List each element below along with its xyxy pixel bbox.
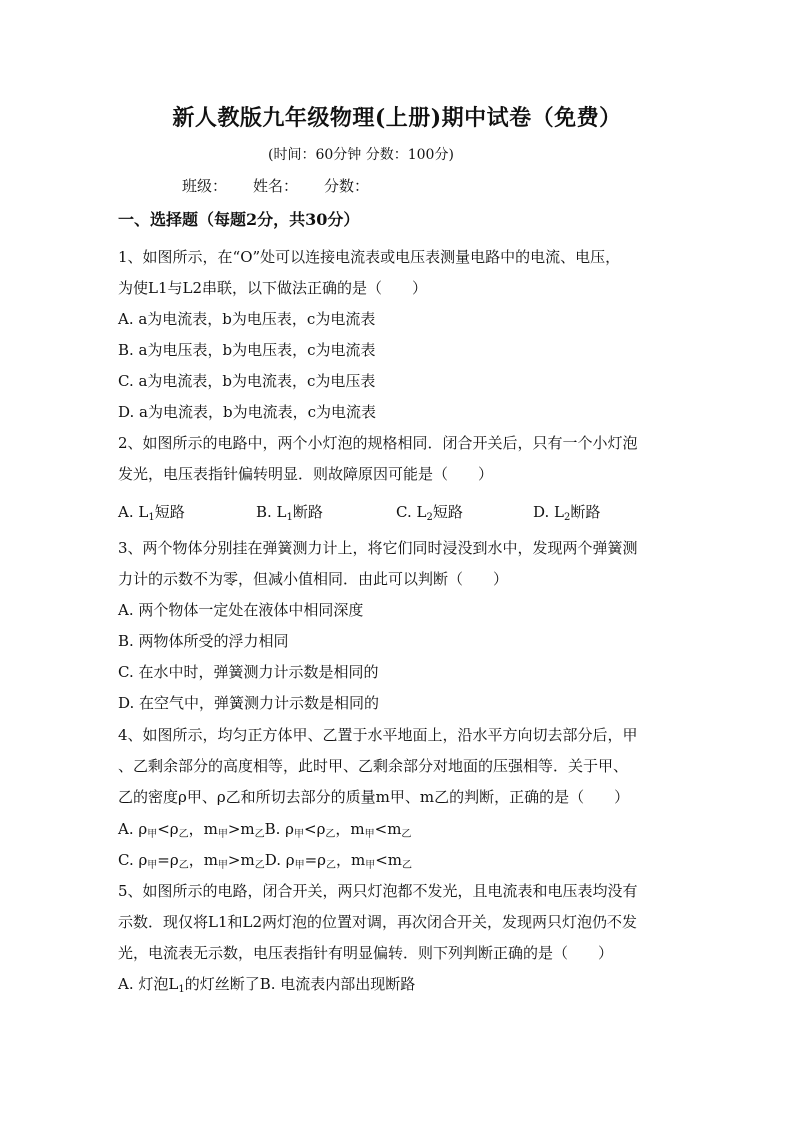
question-4-stem-line1: 4、如图所示，均匀正方体甲、乙置于水平地面上，沿水平方向切去部分后，甲 bbox=[118, 726, 638, 744]
question-4-option-b: B. $\rho_甲<\rho_乙$，$m_甲<m_乙$ bbox=[264, 820, 412, 840]
question-4-stem-line3: 乙的密度ρ甲、ρ乙和所切去部分的质量m甲、m乙的判断，正确的是（ ） bbox=[118, 788, 630, 806]
question-1-option-c: C. a为电流表，b为电流表，c为电压表 bbox=[118, 372, 376, 390]
question-2-options bbox=[118, 502, 600, 522]
question-4-options-ab bbox=[118, 819, 411, 839]
question-4-options-cd bbox=[118, 850, 412, 870]
question-5-option-a: A. 灯泡$L_1$的灯丝断了 bbox=[118, 975, 260, 995]
question-1-stem-line2: 为使L1与L2串联，以下做法正确的是（ ） bbox=[118, 279, 428, 297]
question-3-option-a: A. 两个物体一定处在液体中相同深度 bbox=[118, 601, 364, 619]
question-4-option-d: D. $\rho_甲=\rho_乙$，$m_甲<m_乙$ bbox=[264, 851, 412, 871]
question-5-option-b: B. 电流表内部出现断路 bbox=[259, 975, 416, 993]
question-3-option-d: D. 在空气中，弹簧测力计示数是相同的 bbox=[118, 694, 380, 712]
page-title: 新人教版九年级物理(上册)期中试卷（免费） bbox=[172, 105, 622, 131]
section-heading: 一、选择题（每题2分，共30分） bbox=[118, 210, 360, 229]
question-3-option-b: B. 两物体所受的浮力相同 bbox=[118, 632, 289, 650]
question-1-stem-line1: 1、如图所示，在“O”处可以连接电流表或电压表测量电路中的电流、电压， bbox=[118, 248, 621, 266]
question-4-option-a: A. $\rho_甲<\rho_乙$，$m_甲>m_乙$ bbox=[118, 820, 265, 840]
question-5-stem-line2: 示数．现仅将L1和L2两灯泡的位置对调，再次闭合开关，发现两只灯泡仍不发 bbox=[118, 913, 638, 931]
question-1-option-a: A. a为电流表，b为电压表，c为电流表 bbox=[118, 310, 376, 328]
question-5-stem-line3: 光，电流表无示数，电压表指针有明显偏转．则下列判断正确的是（ ） bbox=[118, 944, 614, 962]
class-label: 班级： bbox=[182, 177, 228, 195]
question-1-option-d: D. a为电流表，b为电流表，c为电流表 bbox=[118, 403, 376, 421]
student-info-line bbox=[182, 176, 395, 196]
question-2-option-a: A. $L_1$短路 bbox=[118, 503, 185, 523]
question-1-option-b: B. a为电压表，b为电压表，c为电流表 bbox=[118, 341, 376, 359]
exam-meta: (时间：60分钟 分数：100分) bbox=[268, 147, 454, 163]
score-label: 分数： bbox=[324, 177, 370, 195]
question-3-option-c: C. 在水中时，弹簧测力计示数是相同的 bbox=[118, 663, 379, 681]
name-label: 姓名： bbox=[253, 177, 299, 195]
question-4-option-c: C. $\rho_甲=\rho_乙$，$m_甲>m_乙$ bbox=[118, 851, 265, 871]
question-2-option-b: B. $L_1$断路 bbox=[256, 503, 323, 523]
question-2-stem-line2: 发光，电压表指针偏转明显．则故障原因可能是（ ） bbox=[118, 465, 494, 483]
question-5-stem-line1: 5、如图所示的电路，闭合开关，两只灯泡都不发光，且电流表和电压表均没有 bbox=[118, 882, 638, 900]
question-2-stem-line1: 2、如图所示的电路中，两个小灯泡的规格相同．闭合开关后，只有一个小灯泡 bbox=[118, 434, 638, 452]
question-3-stem-line1: 3、两个物体分别挂在弹簧测力计上，将它们同时浸没到水中，发现两个弹簧测 bbox=[118, 539, 638, 557]
question-3-stem-line2: 力计的示数不为零，但减小值相同．由此可以判断（ ） bbox=[118, 570, 509, 588]
question-2-option-d: D. $L_2$断路 bbox=[533, 503, 601, 523]
question-4-stem-line2: 、乙剩余部分的高度相等，此时甲、乙剩余部分对地面的压强相等．关于甲、 bbox=[118, 757, 629, 775]
question-2-option-c: C. $L_2$短路 bbox=[396, 503, 463, 523]
question-5-options-ab bbox=[118, 974, 415, 994]
